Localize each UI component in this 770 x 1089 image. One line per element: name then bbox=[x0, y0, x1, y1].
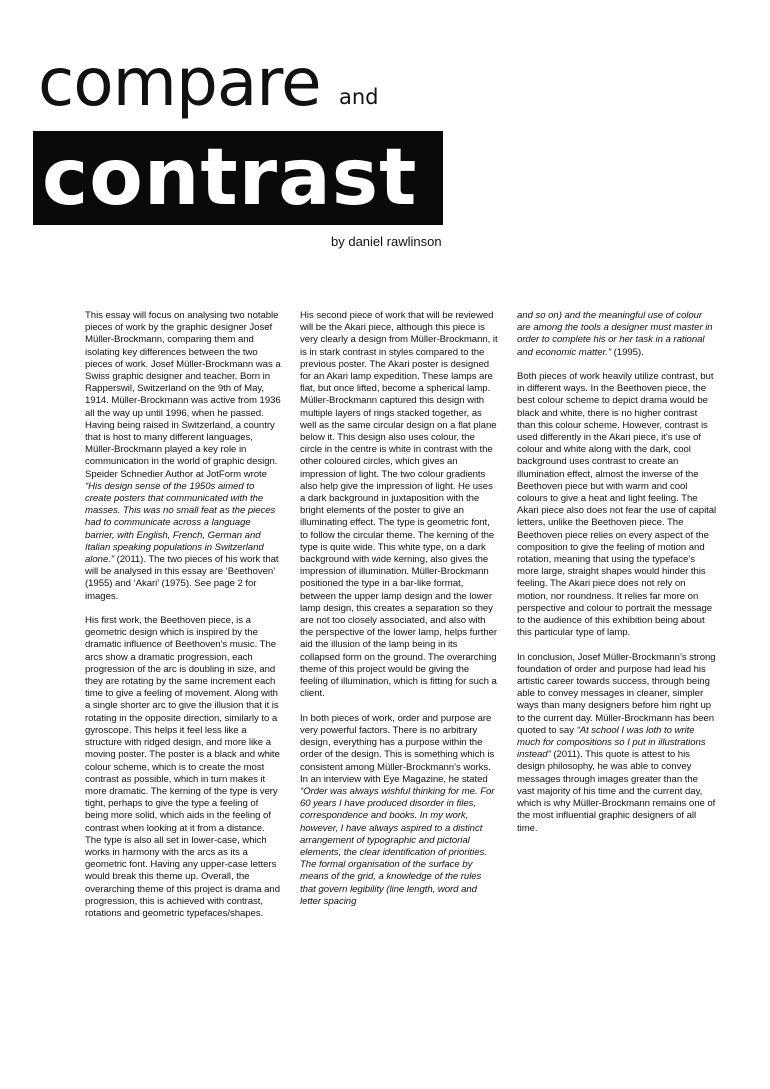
column-1 bbox=[85, 310, 281, 920]
body-text: (1995). bbox=[611, 346, 644, 358]
body-text: His first work, the Beethoven piece, is a geometric design which is inspired by the dramatic influence of Beethoven’s music. The arcs show a dramatic progression, each progression of the arc is doubling in size, and they are rotating by the same increment each time to give a feeling of movement. Along with a single shorter arc to give the illusion that it is rotating in the opposite direction, similarly to a gyroscope. This helps it feel less like a structure with ridged design, and more like a moving poster. The poster is a black and white colour scheme, which is to create the most contrast as possible, which in turn makes it more dramatic. The kerning of the type is very tight, perhaps to give the type a feeling of being more solid, which aids in the feeling of contrast when looking at it from a distance. The type is also all set in lower-case, which works in harmony with the arcs as its a geometric font. Having any upper-case letters would break this theme up. Overall, the overarching theme of this project is drama and progression, this is achieved with contrast, rotations and geometric typefaces/shapes. bbox=[85, 615, 281, 919]
quote-text: “Order was always wishful thinking for me. For 60 years I have produced disorder in files, correspondence and books. In my work, however, I have always aspired to a distinct arrangement of typographic and pictorial elements, the clear identification of priorities. The formal organisation of the surface by means of the grid, a knowledge of the rules that govern legibility (line length, word and letter spacing bbox=[300, 785, 495, 907]
quote-text: “At school I was loth to write much for compositions so I put in illustrations instead” bbox=[517, 724, 706, 761]
title-and: and bbox=[339, 85, 379, 109]
body-text: This essay will focus on analysing two notable pieces of work by the graphic designer Josef Müller-Brockmann, comparing them and isolating key differences between the two pieces of work. Josef Müller-Brockmann was a Swiss graphic designer and teacher. Born in Rapperswil, Switzerland on the 9th of May, 1914. Müller-Brockmann was active from 1936 all the way up until 1996, when he passed. Having being raised in Switzerland, a country that is host to many different languages, Müller-Brockmann played a key role in communication in the world of graphic design. Speider Schnedier Author at JotForm wrote bbox=[85, 310, 281, 480]
paragraph bbox=[300, 310, 498, 701]
body-text: In conclusion, Josef Müller-Brockmann’s strong foundation of order and purpose had lead his artistic career towards success, through being able to convey messages in cleaner, simpler ways than many designers before him right up to the current day. Müller-Brockmann has been quoted to say bbox=[517, 651, 716, 736]
paragraph bbox=[85, 615, 281, 920]
body-text: Both pieces of work heavily utilize contrast, but in different ways. In the Beethoven piece, the best colour scheme to depict drama would be black and white, there is no higher contrast than this colour scheme. However, contrast is used differently in the Akari piece, it’s use of colour and white along with the dark, cool background uses contrast to create an illumination effect, almost the inverse of the Beethoven piece but with warm and cool colours to give a heat and light feeling. The Akari piece also does not fear the use of capital letters, unlike the Beethoven piece. The Beethoven piece relies on every aspect of the composition to give the feeling of motion and rotation, meaning that using the typeface’s more large, straight shapes would hinder this feeling. The Akari piece does not rely on motion, nor roundness. It relies far more on perspective and colour to portrait the message to the audience of this exhibition being about this particular type of lamp. bbox=[517, 371, 717, 639]
body-text: (2011). The two pieces of his work that will be analysed in this essay are ‘Beethoven’ (1955) and ‘Akari’ (1975). See page 2 for images. bbox=[85, 554, 279, 602]
title-compare: compare bbox=[38, 44, 321, 121]
body-text: His second piece of work that will be reviewed will be the Akari piece, although this piece is very clearly a design from Müller-Brockmann, it is in stark contrast in styles compared to the previous poster. The Akari poster is designed for an Akari lamp expedition. These lamps are flat, but once lifted, become a spherical lamp. Müller-Brockmann captured this design with multiple layers of rings stacked together, as well as the same circular design on a flat plane below it. This design also uses colour, the circle in the centre is white in contrast with the other coloured circles, which gives an impression of light. The two colour gradients also help give the impression of light. He uses a dark background in juxtaposition with the bright elements of the poster to give an illuminating effect. The type is geometric font, to follow the circular theme. The kerning of the type is quite wide. This white type, on a dark background with wide kerning, also gives the impression of illumination. Müller-Brockmann positioned the type in a bar-like format, between the upper lamp design and the lower lamp design, this creates a separation so they are not too closely associated, and also with the perspective of the lower lamp, helps further aid the illusion of the lamp being in its collapsed form on the ground. The overarching theme of this project would be giving the feeling of illumination, which is fitting for such a client. bbox=[300, 310, 498, 700]
paragraph bbox=[517, 652, 717, 835]
paragraph bbox=[517, 310, 717, 359]
column-3 bbox=[517, 310, 717, 835]
body-text: In both pieces of work, order and purpose are very powerful factors. There is no arbitrary design, everything has a purpose within the order of the design. This is something which is consistent among Müller-Brockmann’s works. In an interview with Eye Magazine, he stated bbox=[300, 712, 495, 785]
byline: by daniel rawlinson bbox=[331, 234, 442, 249]
paragraph bbox=[85, 310, 281, 603]
paragraph bbox=[300, 713, 498, 908]
paragraph bbox=[517, 371, 717, 639]
title-contrast: contrast bbox=[42, 133, 418, 223]
title-contrast-block bbox=[33, 131, 443, 225]
quote-text: “His design sense of the 1950s aimed to create posters that communicated with the masses. This was no small feat as the pieces had to communicate across a language barrier, with English, French, German and Italian speaking populations in Switzerland alone.” bbox=[85, 480, 276, 566]
body-text: (2011). This quote is attest to his design philosophy, he was able to convey messages through images greater than the vast majority of his time and the current day, which is why Müller-Brockmann remains one of the most influential graphic designers of all time. bbox=[517, 749, 716, 834]
column-2 bbox=[300, 310, 498, 908]
quote-text: and so on) and the meaningful use of colour are among the tools a designer must master in order to complete his or her task in a rational and economic matter.” bbox=[517, 310, 713, 358]
